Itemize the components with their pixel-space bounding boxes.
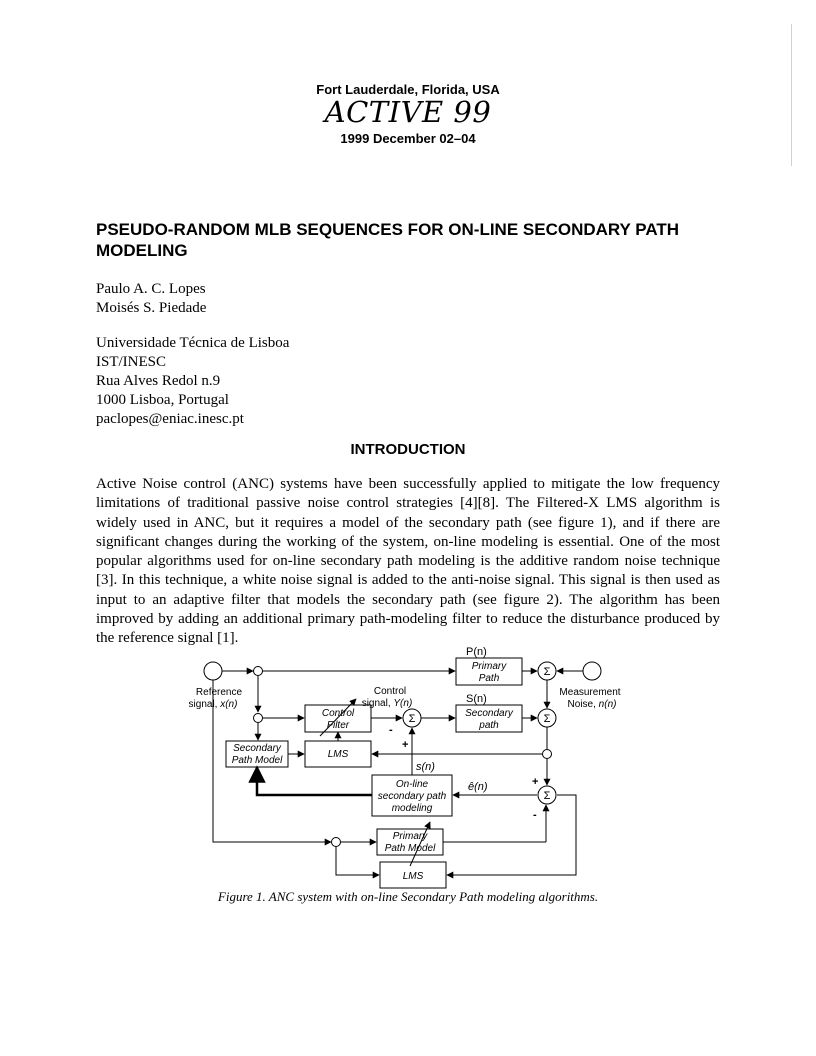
spm-text: Path Model — [231, 755, 283, 766]
affiliation-line: Rua Alves Redol n.9 — [96, 373, 221, 389]
noise-label: Noise, n(n) — [567, 699, 617, 710]
control-label: Control — [373, 686, 407, 697]
author-name: Moisés S. Piedade — [96, 300, 207, 316]
ehat-label: ê(n) — [468, 781, 488, 793]
lms-text: LMS — [327, 749, 349, 760]
secondary-path-text: Secondary — [465, 708, 513, 719]
plus-sign: + — [532, 776, 539, 788]
conference-location: Fort Lauderdale, Florida, USA — [316, 82, 500, 97]
reference-signal-label: signal, x(n) — [188, 699, 238, 710]
ppm-text: Path Model — [384, 843, 436, 854]
affiliation-line: 1000 Lisboa, Portugal — [96, 392, 229, 408]
control-filter-text: Filter — [326, 720, 350, 731]
secondary-path-text: path — [479, 720, 499, 731]
junction-node — [332, 838, 341, 847]
sigma-symbol: Σ — [543, 666, 551, 678]
online-modeling-text: On-line — [395, 779, 429, 790]
control-signal-label: signal, Y(n) — [361, 698, 413, 709]
spm-text: Secondary — [233, 743, 281, 754]
author-list — [96, 280, 206, 318]
ppm-text: Primary — [392, 831, 428, 842]
junction-node — [254, 714, 263, 723]
figure-caption: Figure 1. ANC system with on-line Secondary Path modeling algorithms. — [217, 889, 599, 904]
pn-label: P(n) — [466, 646, 487, 658]
primary-path-text: Primary — [471, 661, 507, 672]
sn-label: s(n) — [416, 761, 435, 773]
paper-title: PSEUDO-RANDOM MLB SEQUENCES FOR ON-LINE SECONDARY PATH MODELING — [96, 220, 680, 260]
intro-paragraph: Active Noise control (ANC) systems have been successfully applied to mitigate the low frequency limitations of traditional passive noise control strategies [4][8]. The Filtered-X LMS algorithm is widely used in ANC, but it requires a model of the secondary path (see figure 1), and if there are significant changes during the working of the system, on-line modeling is essential. One of the most popular algorithms used for on-line secondary path modeling is the additive random noise technique [3]. In this technique, a white noise signal is added to the anti-noise signal. This signal is then used as input to an adaptive filter that models the secondary path (see figure 2). The algorithm has been improved by adding an additional primary path-modeling filter to reduce the disturbance produced by the reference signal [1]. — [96, 476, 720, 647]
primary-path-text: Path — [478, 673, 500, 684]
sigma-symbol: Σ — [543, 713, 551, 725]
minus-sign: - — [389, 724, 393, 736]
plus-sign: + — [402, 739, 409, 751]
signal-line — [336, 847, 379, 875]
affiliation-line: Universidade Técnica de Lisboa — [96, 335, 290, 351]
conference-dates: 1999 December 02–04 — [340, 131, 476, 146]
signal-line — [447, 795, 576, 875]
minus-sign: - — [533, 809, 537, 821]
junction-node — [254, 667, 263, 676]
sn-cap-label: S(n) — [466, 693, 487, 705]
author-name: Paulo A. C. Lopes — [96, 281, 206, 297]
junction-node — [543, 750, 552, 759]
affiliation-block — [96, 334, 289, 429]
online-modeling-text: secondary path — [377, 791, 447, 802]
sigma-symbol: Σ — [543, 790, 551, 802]
conference-name: ACTIVE 99 — [324, 95, 492, 129]
lms-text-2: LMS — [402, 871, 424, 882]
sigma-symbol: Σ — [408, 713, 416, 725]
measurement-noise-source — [583, 662, 601, 680]
anc-block-diagram — [0, 640, 816, 890]
measurement-label: Measurement — [559, 687, 621, 698]
online-modeling-text: modeling — [391, 803, 433, 814]
affiliation-line: IST/INESC — [96, 354, 167, 370]
author-email: paclopes@eniac.inesc.pt — [96, 411, 244, 427]
reference-source — [204, 662, 222, 680]
control-filter-text: Control — [321, 708, 355, 719]
thick-signal-line — [257, 767, 372, 795]
reference-label: Reference — [195, 687, 243, 698]
section-heading: INTRODUCTION — [350, 441, 466, 458]
